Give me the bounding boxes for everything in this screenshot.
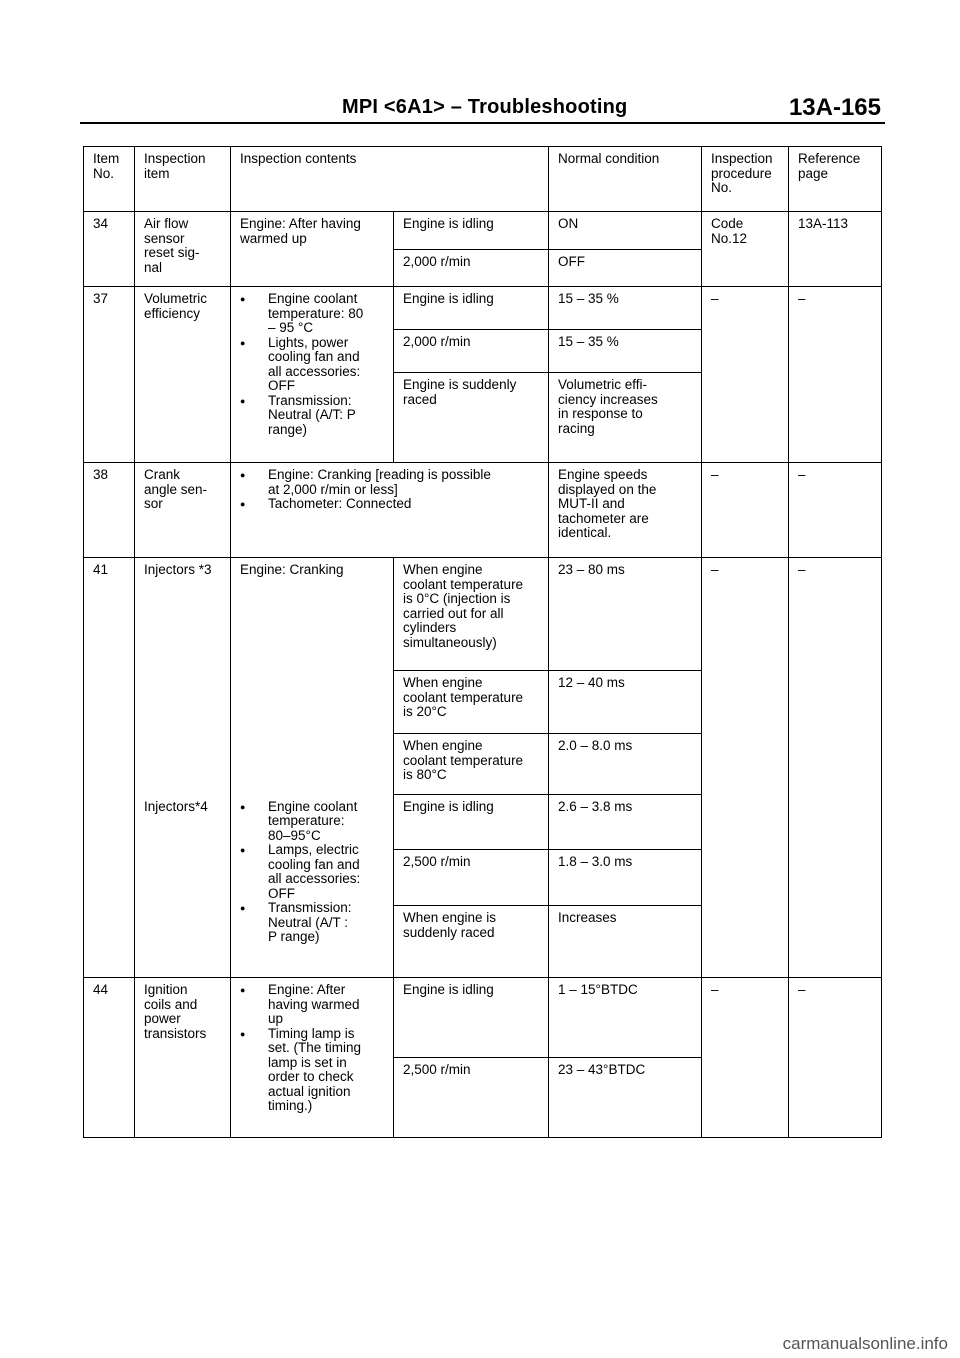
bullet-item: ● Tachometer: Connected (240, 497, 544, 512)
bullet-list (240, 292, 389, 437)
inspection-item: Injectors *3 (135, 558, 231, 795)
header-rule (80, 122, 885, 124)
normal-condition: 12 – 40 ms (549, 671, 702, 734)
col-header-procedure-no: Inspection procedure No. (702, 147, 789, 212)
condition: Engine is idling (394, 287, 549, 330)
inspection-contents: Engine: Cranking (231, 558, 394, 795)
normal-condition: ON (549, 212, 702, 250)
bullet-item: ● Timing lamp is set. (The timing lamp is set in order to check actual ignition timing.) (240, 1027, 389, 1114)
table-row (84, 212, 882, 250)
normal-condition: Volumetric effi- ciency increases in response to racing (549, 373, 702, 463)
inspection-contents (231, 795, 394, 978)
table-header-row (84, 147, 882, 212)
condition: Engine is idling (394, 978, 549, 1058)
reference-page: – (789, 558, 882, 978)
inspection-item: Ignition coils and power transistors (135, 978, 231, 1138)
bullet-item: ● Transmission: Neutral (A/T : P range) (240, 901, 389, 945)
table-row (84, 287, 882, 330)
reference-page: – (789, 463, 882, 558)
item-no: 34 (84, 212, 135, 287)
col-header-item-no: Item No. (84, 147, 135, 212)
normal-condition: 2.6 – 3.8 ms (549, 795, 702, 850)
inspection-contents (231, 463, 549, 558)
reference-page: – (789, 978, 882, 1138)
inspection-item: Injectors*4 (135, 795, 231, 978)
inspection-item: Volumetric efficiency (135, 287, 231, 463)
normal-condition: Increases (549, 906, 702, 978)
condition: When engine coolant temperature is 80°C (394, 734, 549, 795)
normal-condition: 2.0 – 8.0 ms (549, 734, 702, 795)
condition: When engine coolant temperature is 0°C (injection is carried out for all cylinders simultaneously) (394, 558, 549, 671)
col-header-inspection-item: Inspection item (135, 147, 231, 212)
bullet-list (240, 983, 389, 1114)
condition: 2,500 r/min (394, 850, 549, 906)
inspection-contents (231, 287, 394, 463)
bullet-item: ● Lamps, electric cooling fan and all accessories: OFF (240, 843, 389, 901)
col-header-inspection-contents: Inspection contents (231, 147, 549, 212)
bullet-list (240, 468, 544, 512)
bullet-item: ● Engine: Cranking [reading is possible at 2,000 r/min or less] (240, 468, 544, 497)
condition: Engine is idling (394, 795, 549, 850)
inspection-contents: Engine: After having warmed up (231, 212, 394, 287)
troubleshooting-table (83, 146, 882, 1138)
procedure-no: Code No.12 (702, 212, 789, 287)
reference-page: 13A-113 (789, 212, 882, 287)
bullet-item: ● Lights, power cooling fan and all accessories: OFF (240, 336, 389, 394)
condition: 2,000 r/min (394, 330, 549, 373)
item-no: 44 (84, 978, 135, 1138)
procedure-no: – (702, 978, 789, 1138)
bullet-item: ● Engine coolant temperature: 80 – 95 °C (240, 292, 389, 336)
page-header (80, 94, 885, 124)
table-row (84, 463, 882, 558)
normal-condition: 15 – 35 % (549, 287, 702, 330)
inspection-contents (231, 978, 394, 1138)
item-no: 41 (84, 558, 135, 978)
condition: Engine is idling (394, 212, 549, 250)
procedure-no: – (702, 463, 789, 558)
inspection-item: Air flow sensor reset sig- nal (135, 212, 231, 287)
item-no: 38 (84, 463, 135, 558)
page-number: 13A-165 (788, 94, 881, 121)
condition: 2,500 r/min (394, 1058, 549, 1138)
watermark: carmanualsonline.info (782, 1334, 948, 1353)
normal-condition: 15 – 35 % (549, 330, 702, 373)
bullet-list (240, 800, 389, 945)
condition: Engine is suddenly raced (394, 373, 549, 463)
col-header-reference-page: Reference page (789, 147, 882, 212)
procedure-no: – (702, 287, 789, 463)
bullet-item: ● Engine coolant temperature: 80–95°C (240, 800, 389, 844)
condition: 2,000 r/min (394, 250, 549, 287)
condition: When engine is suddenly raced (394, 906, 549, 978)
normal-condition: Engine speeds displayed on the MUT-II and tachometer are identical. (549, 463, 702, 558)
bullet-item: ● Engine: After having warmed up (240, 983, 389, 1027)
condition: When engine coolant temperature is 20°C (394, 671, 549, 734)
item-no: 37 (84, 287, 135, 463)
inspection-item: Crank angle sen- sor (135, 463, 231, 558)
bullet-item: ● Transmission: Neutral (A/T: P range) (240, 394, 389, 438)
reference-page: – (789, 287, 882, 463)
normal-condition: 23 – 80 ms (549, 558, 702, 671)
normal-condition: 23 – 43°BTDC (549, 1058, 702, 1138)
table-row (84, 558, 882, 671)
col-header-normal-condition: Normal condition (549, 147, 702, 212)
normal-condition: OFF (549, 250, 702, 287)
procedure-no: – (702, 558, 789, 978)
table-row (84, 978, 882, 1058)
normal-condition: 1.8 – 3.0 ms (549, 850, 702, 906)
page-title: MPI <6A1> – Troubleshooting (342, 96, 628, 118)
normal-condition: 1 – 15°BTDC (549, 978, 702, 1058)
